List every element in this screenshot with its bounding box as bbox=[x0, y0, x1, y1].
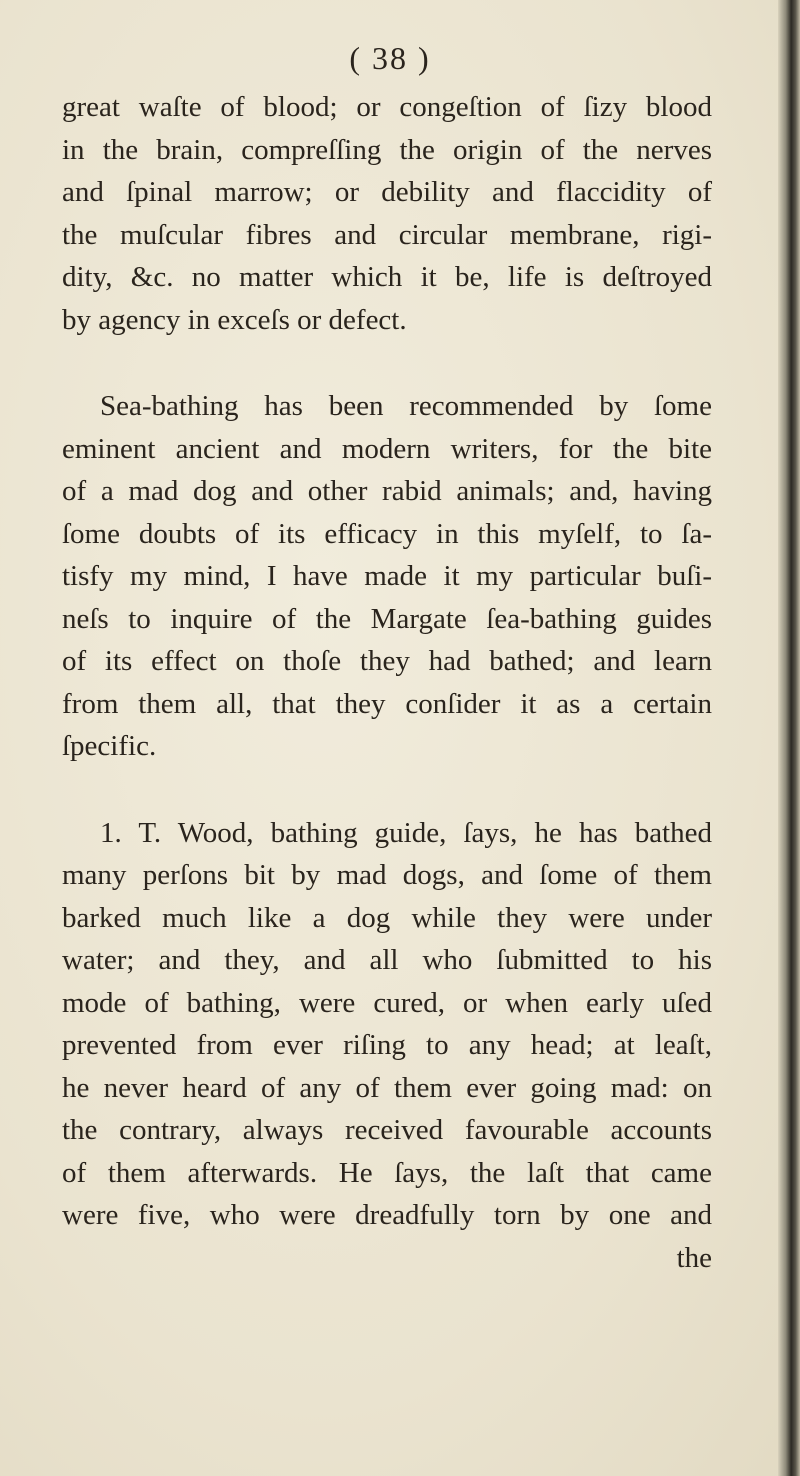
paragraph-3 bbox=[62, 812, 712, 1237]
text-line: the muſcular fibres and circular membrane, rigi- bbox=[62, 218, 712, 251]
text-line: of them afterwards. He ſays, the laſt that came bbox=[62, 1156, 712, 1189]
text-line: eminent ancient and modern writers, for the bite bbox=[62, 432, 712, 465]
text-line: from them all, that they conſider it as a certain bbox=[62, 687, 712, 720]
text-line: the contrary, always received favourable accounts bbox=[62, 1114, 712, 1146]
page-gutter-shadow bbox=[778, 0, 800, 1476]
text-line: were five, who were dreadfully torn by one and bbox=[62, 1199, 712, 1231]
text-line: and ſpinal marrow; or debility and flaccidity of bbox=[62, 176, 712, 208]
text-line: neſs to inquire of the Margate ſea-bathing guides bbox=[62, 602, 712, 635]
text-line: prevented from ever riſing to any head; at leaſt, bbox=[62, 1029, 712, 1061]
text-line: of a mad dog and other rabid animals; and, having bbox=[62, 475, 712, 507]
page-number: ( 38 ) bbox=[349, 40, 431, 76]
paragraph-1 bbox=[62, 86, 712, 341]
text-line: in the brain, compreſſing the origin of the nerves bbox=[62, 133, 712, 166]
text-line: dity, &c. no matter which it be, life is deſtroyed bbox=[62, 261, 712, 293]
text-line: mode of bathing, were cured, or when early uſed bbox=[62, 986, 712, 1019]
paragraph-2 bbox=[62, 385, 712, 768]
paragraph-gap bbox=[62, 341, 712, 385]
text-line: great waſte of blood; or congeſtion of ſizy blood bbox=[62, 91, 712, 123]
catchword: the bbox=[676, 1241, 712, 1274]
paragraph-gap bbox=[62, 768, 712, 812]
text-line: many perſons bit by mad dogs, and ſome of them bbox=[62, 859, 712, 891]
text-line: ſpecific. bbox=[62, 730, 157, 762]
text-line: he never heard of any of them ever going mad: on bbox=[62, 1071, 712, 1104]
text-line: tisfy my mind, I have made it my particular buſi- bbox=[62, 560, 712, 592]
text-line: barked much like a dog while they were under bbox=[62, 901, 712, 934]
text-line: 1. T. Wood, bathing guide, ſays, he has bathed bbox=[100, 816, 712, 849]
text-line: by agency in exceſs or defect. bbox=[62, 303, 407, 336]
text-line: ſome doubts of its efficacy in this myſelf, to ſa- bbox=[62, 517, 712, 550]
text-line: of its effect on thoſe they had bathed; and learn bbox=[62, 645, 712, 677]
body-text bbox=[62, 86, 712, 1279]
text-line: Sea-bathing has been recommended by ſome bbox=[100, 390, 712, 422]
text-line: water; and they, and all who ſubmitted to his bbox=[62, 944, 712, 976]
